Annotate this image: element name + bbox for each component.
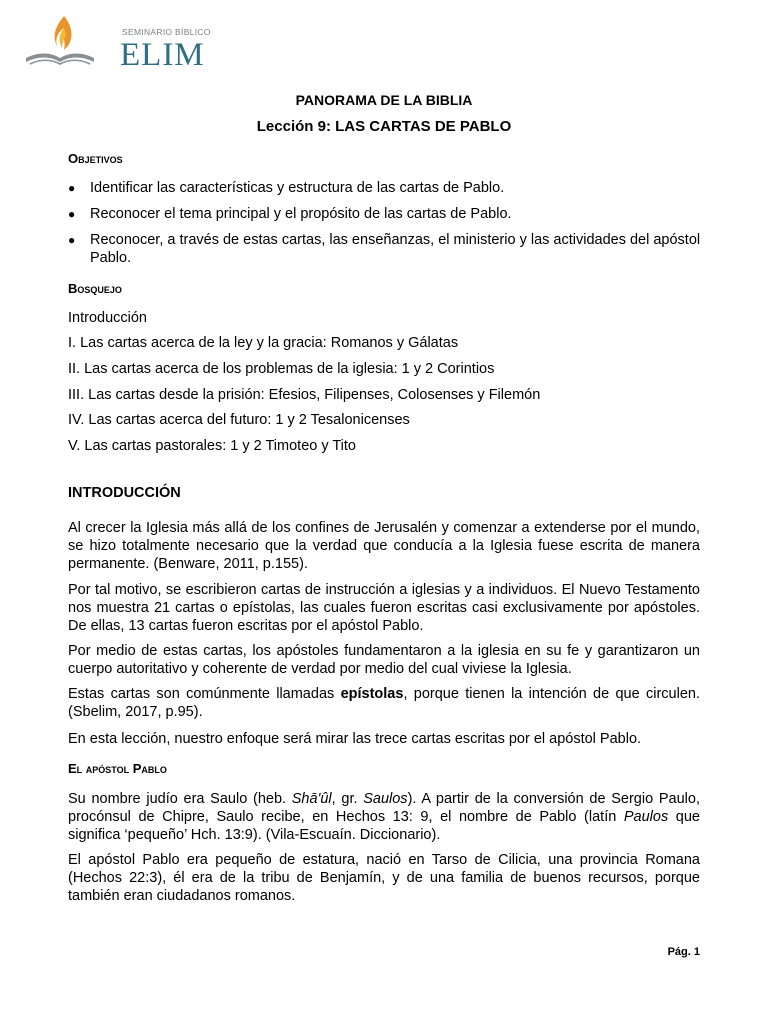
outline-item: V. Las cartas pastorales: 1 y 2 Timoteo y Tito <box>68 438 356 454</box>
objective-text: Reconocer el tema principal y el propósito de las cartas de Pablo. <box>90 206 512 222</box>
bosquejo-heading: Bosquejo <box>68 281 122 296</box>
logo-subtitle: SEMINARIO BÍBLICO <box>122 27 211 37</box>
introduccion-heading: INTRODUCCIÓN <box>68 485 181 501</box>
objective-text: Reconocer, a través de estas cartas, las enseñanzas, el ministerio y las actividades del apóstol Pablo. <box>90 232 701 266</box>
intro-paragraph: Por medio de estas cartas, los apóstoles fundamentaron a la iglesia en su fe y garantizaron un cuerpo autoritativo y coherente de verdad por medio del cual viviese la Iglesia. <box>68 643 700 677</box>
text-span: Estas cartas son comúnmente llamadas <box>68 686 341 702</box>
lesson-title: Lección 9: LAS CARTAS DE PABLO <box>256 118 512 135</box>
page-number: Pág. 1 <box>667 946 700 958</box>
intro-paragraph <box>68 685 700 721</box>
bullet-icon: ● <box>68 207 76 221</box>
apostol-heading: El apóstol Pablo <box>68 761 167 776</box>
open-book-flame-icon <box>24 14 96 70</box>
bullet-icon: ● <box>68 181 76 195</box>
bold-term: epístolas <box>340 686 404 702</box>
text-span: que significa ‘pequeño’ Hch. 13:9). (Vila-Escuaín. Diccionario). <box>68 809 700 843</box>
italic-term: Paulos <box>623 809 669 825</box>
italic-term: Shā'ûl <box>291 791 332 807</box>
text-span: ). A partir de la conversión de Sergio Paulo, procónsul de Chipre, Saulo recibe, en Hechos 13: 9, el nombre de Pablo (latín <box>68 791 700 825</box>
outline-item: IV. Las cartas acerca del futuro: 1 y 2 Tesalonicenses <box>68 412 410 428</box>
outline-item: I. Las cartas acerca de la ley y la gracia: Romanos y Gálatas <box>68 335 459 351</box>
bullet-icon: ● <box>68 233 76 247</box>
text-span: , gr. <box>331 791 364 807</box>
apostol-paragraph <box>68 790 700 844</box>
objective-text: Identificar las características y estructura de las cartas de Pablo. <box>90 180 505 196</box>
outline-item: III. Las cartas desde la prisión: Efesios, Filipenses, Colosenses y Filemón <box>68 387 541 403</box>
course-title: PANORAMA DE LA BIBLIA <box>295 92 473 108</box>
logo-title: ELIM <box>120 37 205 73</box>
text-span: , porque tienen la intención de que circulen. (Sbelim, 2017, p.95). <box>68 686 700 720</box>
intro-paragraph: En esta lección, nuestro enfoque será mirar las trece cartas escritas por el apóstol Pablo. <box>68 731 642 747</box>
outline-item: II. Las cartas acerca de los problemas de la iglesia: 1 y 2 Corintios <box>68 361 495 377</box>
apostol-paragraph: El apóstol Pablo era pequeño de estatura, nació en Tarso de Cilicia, una provincia Romana (Hechos 22:3), él era de la tribu de Benjamín, y de una familia de buenos recursos, porque también eran ciudadanos romanos. <box>68 852 700 904</box>
text-span: Su nombre judío era Saulo (heb. <box>68 791 292 807</box>
intro-paragraph: Por tal motivo, se escribieron cartas de instrucción a iglesias y a individuos. El Nuevo Testamento nos muestra 21 cartas o epístolas, las cuales fueron escritas casi exclusivamente por apóstoles. De ellas, 13 cartas fueron escritas por el apóstol Pablo. <box>68 582 700 634</box>
outline-item: Introducción <box>68 310 147 326</box>
objetivos-heading: Objetivos <box>68 151 123 166</box>
intro-paragraph: Al crecer la Iglesia más allá de los confines de Jerusalén y comenzar a extenderse por el mundo, se hizo totalmente necesario que la verdad que conducía a la Iglesia fuese escrita de manera permanente. (Benware, 2011, p.155). <box>68 520 700 572</box>
italic-term: Saulos <box>363 791 408 807</box>
seminary-logo <box>24 14 211 73</box>
